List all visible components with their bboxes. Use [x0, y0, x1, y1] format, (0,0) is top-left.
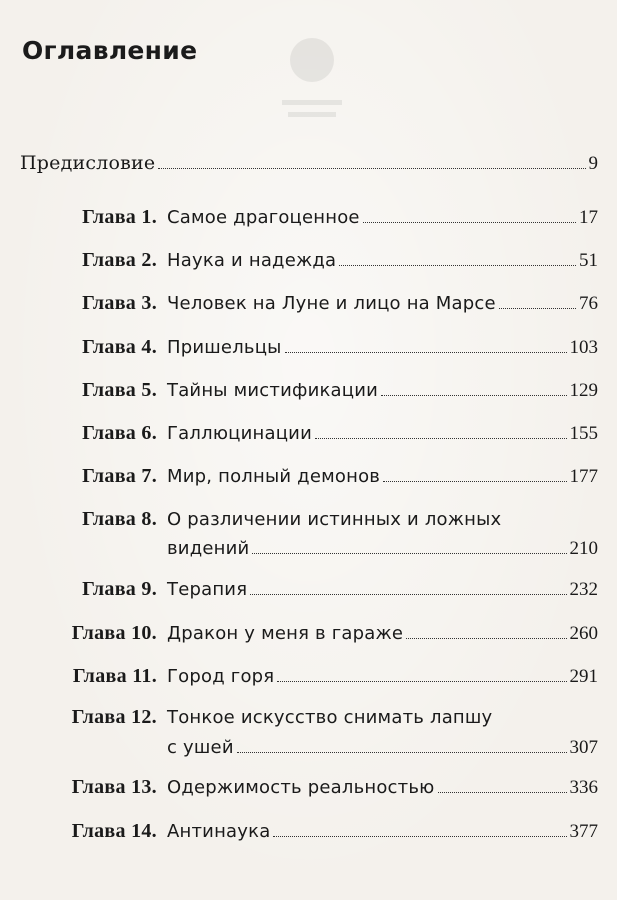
dot-leader [252, 553, 566, 554]
chapter-label: Глава 3. [82, 292, 157, 314]
toc-entry-chapter-6[interactable] [20, 422, 598, 444]
toc-entry-chapter-9[interactable] [20, 578, 598, 600]
toc-entry-preface[interactable] [20, 152, 598, 174]
chapter-title: Самое драгоценное [167, 207, 360, 228]
chapter-title: Мир, полный демонов [167, 466, 381, 487]
dot-leader [285, 352, 567, 353]
page-number: 129 [569, 380, 598, 401]
dot-leader [277, 681, 566, 682]
chapter-label: Глава 1. [82, 206, 157, 228]
chapter-label: Глава 9. [82, 578, 157, 600]
page-number: 377 [569, 821, 598, 842]
toc-entry-chapter-5[interactable] [20, 379, 598, 401]
chapter-title: Галлюцинации [167, 423, 312, 444]
toc-entry-chapter-1[interactable] [20, 206, 598, 228]
page-number: 291 [569, 666, 598, 687]
chapter-label: Глава 7. [82, 465, 157, 487]
chapter-title: Наука и надежда [167, 250, 337, 271]
toc-entry-chapter-4[interactable] [20, 336, 598, 358]
dot-leader [237, 752, 567, 753]
page-number: 51 [579, 250, 598, 271]
toc-entry-chapter-11[interactable] [20, 665, 598, 687]
toc-entry-chapter-8[interactable] [20, 508, 598, 560]
chapter-title-line-2: с ушей [167, 737, 234, 758]
dot-leader [499, 308, 576, 309]
toc-entry-chapter-10[interactable] [20, 622, 598, 644]
page-number: 177 [569, 466, 598, 487]
dot-leader [315, 438, 567, 439]
page-number: 76 [579, 293, 598, 314]
chapter-label: Глава 13. [71, 776, 157, 798]
dot-leader [273, 836, 566, 837]
page-number: 103 [569, 337, 598, 358]
chapter-title-line-1: О различении истинных и ложных [167, 509, 502, 530]
page-number: 260 [569, 623, 598, 644]
chapter-label: Глава 8. [82, 508, 157, 530]
chapter-title-line-1: Тонкое искусство снимать лапшу [167, 707, 493, 728]
page-number: 232 [569, 579, 598, 600]
chapter-title: Человек на Луне и лицо на Марсе [167, 293, 496, 314]
toc-entry-chapter-3[interactable] [20, 292, 598, 314]
chapter-title: Антинаука [167, 821, 271, 842]
toc-entry-chapter-14[interactable] [20, 820, 598, 842]
page-title: Оглавление [22, 36, 198, 65]
page-number: 336 [569, 777, 598, 798]
toc-entry-chapter-12[interactable] [20, 706, 598, 759]
page-number: 17 [579, 207, 598, 228]
page-number: 155 [569, 423, 598, 444]
chapter-title: Терапия [167, 579, 248, 600]
dot-leader [339, 265, 576, 266]
chapter-label: Глава 4. [82, 336, 157, 358]
chapter-title: Пришельцы [167, 337, 282, 358]
dot-leader [250, 594, 566, 595]
dot-leader [383, 481, 566, 482]
page-number: 307 [569, 737, 598, 758]
chapter-title-line-2: видений [167, 538, 250, 559]
chapter-label: Глава 2. [82, 249, 157, 271]
chapter-label: Глава 5. [82, 379, 157, 401]
page-number: 9 [588, 153, 598, 174]
dot-leader [363, 222, 576, 223]
chapter-title: Тайны мистификации [167, 380, 379, 401]
toc-entry-chapter-2[interactable] [20, 249, 598, 271]
dot-leader [158, 168, 585, 169]
chapter-label: Глава 14. [71, 820, 157, 842]
chapter-label: Глава 11. [72, 665, 157, 687]
chapter-title: Город горя [167, 666, 275, 687]
chapter-title: Одержимость реальностью [167, 777, 435, 798]
dot-leader [381, 395, 566, 396]
chapter-title: Дракон у меня в гараже [167, 623, 404, 644]
dot-leader [406, 638, 566, 639]
preface-title: Предисловие [20, 152, 156, 174]
toc-entry-chapter-13[interactable] [20, 776, 598, 798]
show-through-emblem [262, 30, 362, 140]
chapter-label: Глава 10. [71, 622, 157, 644]
chapter-label: Глава 12. [71, 706, 157, 728]
page-number: 210 [569, 538, 598, 559]
toc-entry-chapter-7[interactable] [20, 465, 598, 487]
chapter-label: Глава 6. [82, 422, 157, 444]
dot-leader [438, 792, 567, 793]
